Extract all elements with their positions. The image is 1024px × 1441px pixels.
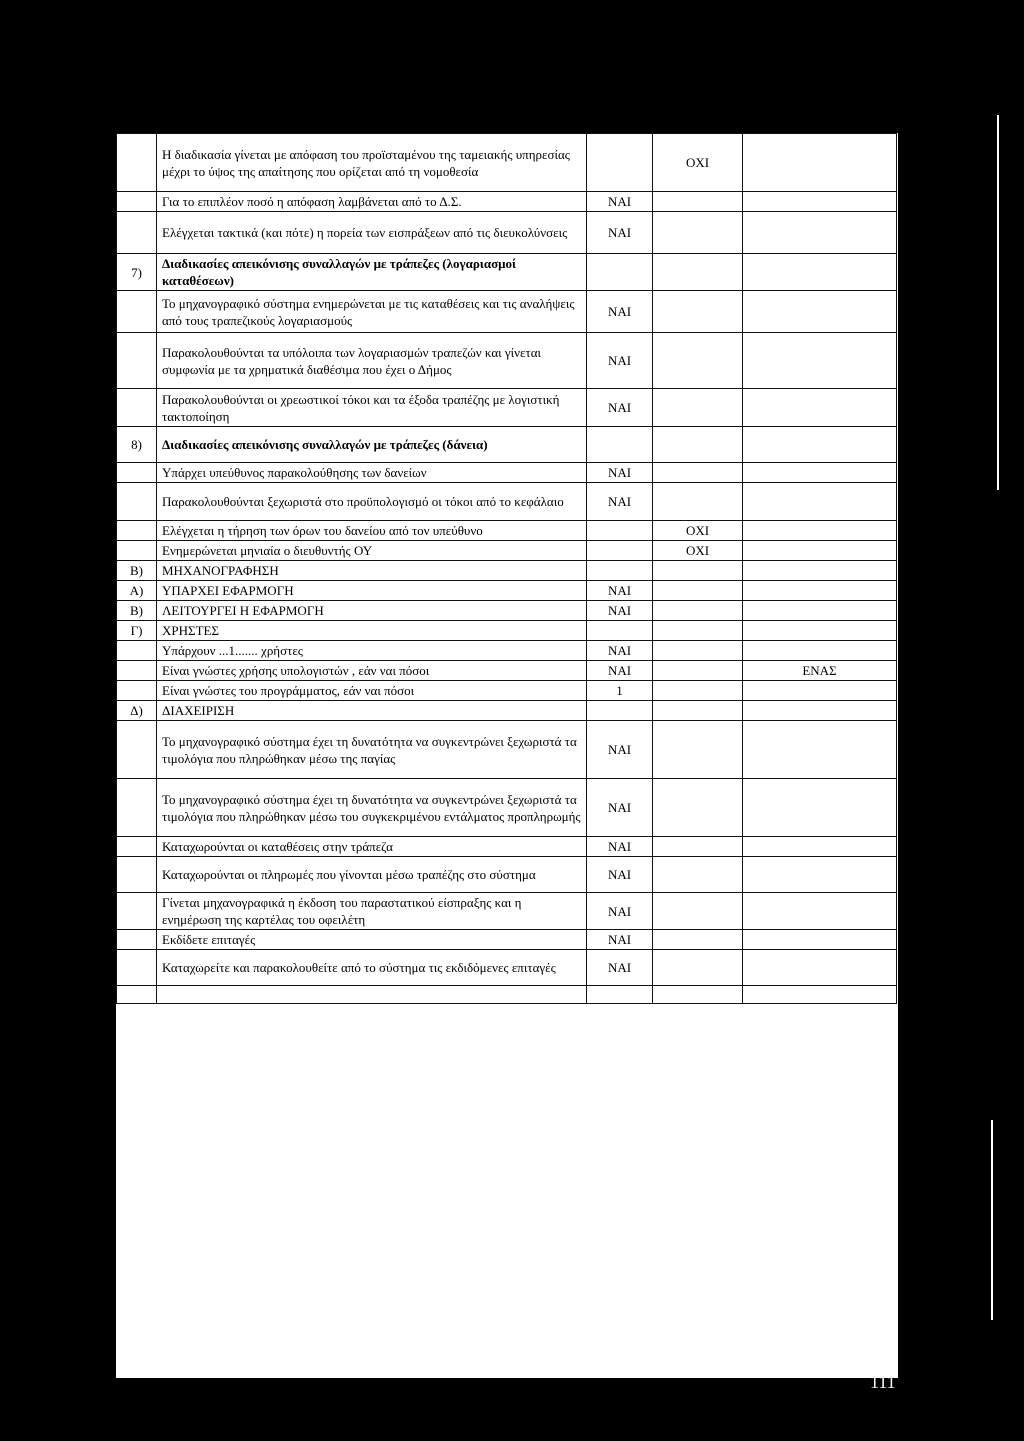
row-no [653, 427, 743, 463]
row-extra [743, 427, 897, 463]
row-extra [743, 521, 897, 541]
row-yes: ΝΑΙ [587, 463, 653, 483]
row-text: ΧΡΗΣΤΕΣ [157, 621, 587, 641]
row-text: Καταχωρούνται οι πληρωμές που γίνονται μέσω τραπέζης στο σύστημα [157, 857, 587, 893]
row-yes: ΝΑΙ [587, 192, 653, 212]
row-number [117, 950, 157, 986]
row-number [117, 212, 157, 254]
row-number [117, 837, 157, 857]
row-yes [587, 701, 653, 721]
row-number: Β) [117, 601, 157, 621]
table-row [117, 621, 897, 641]
table-row [117, 561, 897, 581]
row-no [653, 701, 743, 721]
row-extra [743, 463, 897, 483]
row-extra [743, 333, 897, 389]
row-no [653, 621, 743, 641]
row-extra [743, 483, 897, 521]
table-row [117, 134, 897, 192]
table-row [117, 893, 897, 930]
page-edge-line [997, 115, 999, 490]
row-no [653, 483, 743, 521]
row-number [117, 930, 157, 950]
row-yes: ΝΑΙ [587, 779, 653, 837]
row-text: Είναι γνώστες χρήσης υπολογιστών , εάν ναι πόσοι [157, 661, 587, 681]
row-no [653, 661, 743, 681]
row-no [653, 601, 743, 621]
row-number [117, 681, 157, 701]
row-extra [743, 930, 897, 950]
row-extra [743, 701, 897, 721]
row-extra [743, 837, 897, 857]
row-yes [587, 541, 653, 561]
row-number [117, 661, 157, 681]
row-text: Για το επιπλέον ποσό η απόφαση λαμβάνεται από το Δ.Σ. [157, 192, 587, 212]
row-no [653, 581, 743, 601]
row-yes [587, 621, 653, 641]
table-row [117, 192, 897, 212]
row-extra [743, 254, 897, 291]
page-edge-line [991, 1120, 993, 1320]
row-yes: ΝΑΙ [587, 212, 653, 254]
row-number: 7) [117, 254, 157, 291]
row-number: 8) [117, 427, 157, 463]
row-number [117, 857, 157, 893]
row-text: Καταχωρούνται οι καταθέσεις στην τράπεζα [157, 837, 587, 857]
row-no [653, 641, 743, 661]
table-row [117, 291, 897, 333]
row-extra [743, 950, 897, 986]
table-row [117, 427, 897, 463]
row-yes: ΝΑΙ [587, 950, 653, 986]
row-text: Ελέγχεται η τήρηση των όρων του δανείου από τον υπεύθυνο [157, 521, 587, 541]
row-text: ΔΙΑΧΕΙΡΙΣΗ [157, 701, 587, 721]
row-number [117, 483, 157, 521]
row-no [653, 779, 743, 837]
table-row [117, 721, 897, 779]
page-number: 111 [870, 1372, 896, 1392]
row-number: Α) [117, 581, 157, 601]
table-row [117, 333, 897, 389]
row-yes [587, 254, 653, 291]
row-extra [743, 389, 897, 427]
table-row [117, 986, 897, 1004]
row-extra [743, 134, 897, 192]
row-text [157, 986, 587, 1004]
row-no [653, 893, 743, 930]
row-extra [743, 581, 897, 601]
row-no [653, 930, 743, 950]
row-extra [743, 621, 897, 641]
table-row [117, 601, 897, 621]
row-yes: ΝΑΙ [587, 601, 653, 621]
row-number [117, 721, 157, 779]
row-no [653, 721, 743, 779]
table-row [117, 254, 897, 291]
row-yes: ΝΑΙ [587, 641, 653, 661]
row-number [117, 521, 157, 541]
row-text: Το μηχανογραφικό σύστημα έχει τη δυνατότητα να συγκεντρώνει ξεχωριστά τα τιμολόγια που πληρώθηκαν μέσω της παγίας [157, 721, 587, 779]
row-text: Διαδικασίες απεικόνισης συναλλαγών με τράπεζες (δάνεια) [157, 427, 587, 463]
row-no [653, 561, 743, 581]
row-number: Β) [117, 561, 157, 581]
row-text: ΥΠΑΡΧΕΙ ΕΦΑΡΜΟΓΗ [157, 581, 587, 601]
row-extra [743, 681, 897, 701]
row-yes: ΝΑΙ [587, 389, 653, 427]
row-yes [587, 134, 653, 192]
row-number: Γ) [117, 621, 157, 641]
row-number [117, 134, 157, 192]
row-yes [587, 561, 653, 581]
row-number [117, 291, 157, 333]
row-no [653, 463, 743, 483]
row-text: Το μηχανογραφικό σύστημα έχει τη δυνατότητα να συγκεντρώνει ξεχωριστά τα τιμολόγια που πληρώθηκαν μέσω του συγκεκριμένου εντάλματος προπληρωμής [157, 779, 587, 837]
row-yes: ΝΑΙ [587, 333, 653, 389]
row-yes: ΝΑΙ [587, 930, 653, 950]
row-text: Υπάρχουν ...1....... χρήστες [157, 641, 587, 661]
row-extra [743, 779, 897, 837]
row-yes [587, 986, 653, 1004]
row-yes: ΝΑΙ [587, 893, 653, 930]
row-no [653, 681, 743, 701]
row-yes: ΝΑΙ [587, 483, 653, 521]
table-row [117, 779, 897, 837]
table-row [117, 701, 897, 721]
row-no [653, 389, 743, 427]
row-extra [743, 601, 897, 621]
table-row [117, 541, 897, 561]
row-extra: ΕΝΑΣ [743, 661, 897, 681]
row-no [653, 837, 743, 857]
table-row [117, 581, 897, 601]
table-row [117, 681, 897, 701]
row-text: Παρακολουθούνται οι χρεωστικοί τόκοι και τα έξοδα τραπέζης με λογιστική τακτοποίηση [157, 389, 587, 427]
row-text: ΜΗΧΑΝΟΓΡΑΦΗΣΗ [157, 561, 587, 581]
row-yes [587, 427, 653, 463]
table-row [117, 950, 897, 986]
row-text: Παρακολουθούνται ξεχωριστά στο προϋπολογισμό οι τόκοι από το κεφάλαιο [157, 483, 587, 521]
row-text: Η διαδικασία γίνεται με απόφαση του προϊσταμένου της ταμειακής υπηρεσίας μέχρι το ύψος της απαίτησης που ορίζεται από τη νομοθεσία [157, 134, 587, 192]
row-yes: ΝΑΙ [587, 291, 653, 333]
row-number [117, 389, 157, 427]
row-extra [743, 212, 897, 254]
checklist-table [116, 133, 897, 1004]
row-no: ΟΧΙ [653, 521, 743, 541]
row-extra [743, 857, 897, 893]
row-no [653, 192, 743, 212]
row-no [653, 291, 743, 333]
row-yes: ΝΑΙ [587, 581, 653, 601]
row-number [117, 333, 157, 389]
table-row [117, 837, 897, 857]
checklist-body [117, 134, 897, 1004]
document-page [116, 133, 898, 1378]
row-no: ΟΧΙ [653, 134, 743, 192]
table-row [117, 930, 897, 950]
row-text: Γίνεται μηχανογραφικά η έκδοση του παραστατικού είσπραξης και η ενημέρωση της καρτέλας του οφειλέτη [157, 893, 587, 930]
row-no [653, 857, 743, 893]
row-no [653, 950, 743, 986]
row-extra [743, 192, 897, 212]
row-yes: 1 [587, 681, 653, 701]
row-text: Υπάρχει υπεύθυνος παρακολούθησης των δανείων [157, 463, 587, 483]
row-no [653, 212, 743, 254]
table-row [117, 857, 897, 893]
row-number [117, 779, 157, 837]
table-row [117, 521, 897, 541]
row-text: Καταχωρείτε και παρακολουθείτε από το σύστημα τις εκδιδόμενες επιταγές [157, 950, 587, 986]
row-no [653, 254, 743, 291]
row-yes: ΝΑΙ [587, 721, 653, 779]
row-extra [743, 986, 897, 1004]
row-text: ΛΕΙΤΟΥΡΓΕΙ Η ΕΦΑΡΜΟΓΗ [157, 601, 587, 621]
table-row [117, 661, 897, 681]
row-no [653, 986, 743, 1004]
row-text: Εκδίδετε επιταγές [157, 930, 587, 950]
row-number [117, 986, 157, 1004]
row-number [117, 541, 157, 561]
row-text: Διαδικασίες απεικόνισης συναλλαγών με τράπεζες (λογαριασμοί καταθέσεων) [157, 254, 587, 291]
table-row [117, 463, 897, 483]
row-yes: ΝΑΙ [587, 837, 653, 857]
row-yes [587, 521, 653, 541]
row-no [653, 333, 743, 389]
row-yes: ΝΑΙ [587, 661, 653, 681]
row-text: Το μηχανογραφικό σύστημα ενημερώνεται με τις καταθέσεις και τις αναλήψεις από τους τραπεζικούς λογαριασμούς [157, 291, 587, 333]
row-extra [743, 721, 897, 779]
row-extra [743, 561, 897, 581]
row-number [117, 463, 157, 483]
row-text: Είναι γνώστες του προγράμματος, εάν ναι πόσοι [157, 681, 587, 701]
row-yes: ΝΑΙ [587, 857, 653, 893]
row-extra [743, 291, 897, 333]
row-extra [743, 893, 897, 930]
row-text: Ενημερώνεται μηνιαία ο διευθυντής ΟΥ [157, 541, 587, 561]
row-extra [743, 541, 897, 561]
row-number [117, 192, 157, 212]
table-row [117, 389, 897, 427]
row-text: Ελέγχεται τακτικά (και πότε) η πορεία των εισπράξεων από τις διευκολύνσεις [157, 212, 587, 254]
row-text: Παρακολουθούνται τα υπόλοιπα των λογαριασμών τραπεζών και γίνεται συμφωνία με τα χρηματικά διαθέσιμα που έχει ο Δήμος [157, 333, 587, 389]
table-row [117, 641, 897, 661]
row-number: Δ) [117, 701, 157, 721]
table-row [117, 212, 897, 254]
row-number [117, 641, 157, 661]
row-number [117, 893, 157, 930]
row-extra [743, 641, 897, 661]
table-row [117, 483, 897, 521]
row-no: ΟΧΙ [653, 541, 743, 561]
